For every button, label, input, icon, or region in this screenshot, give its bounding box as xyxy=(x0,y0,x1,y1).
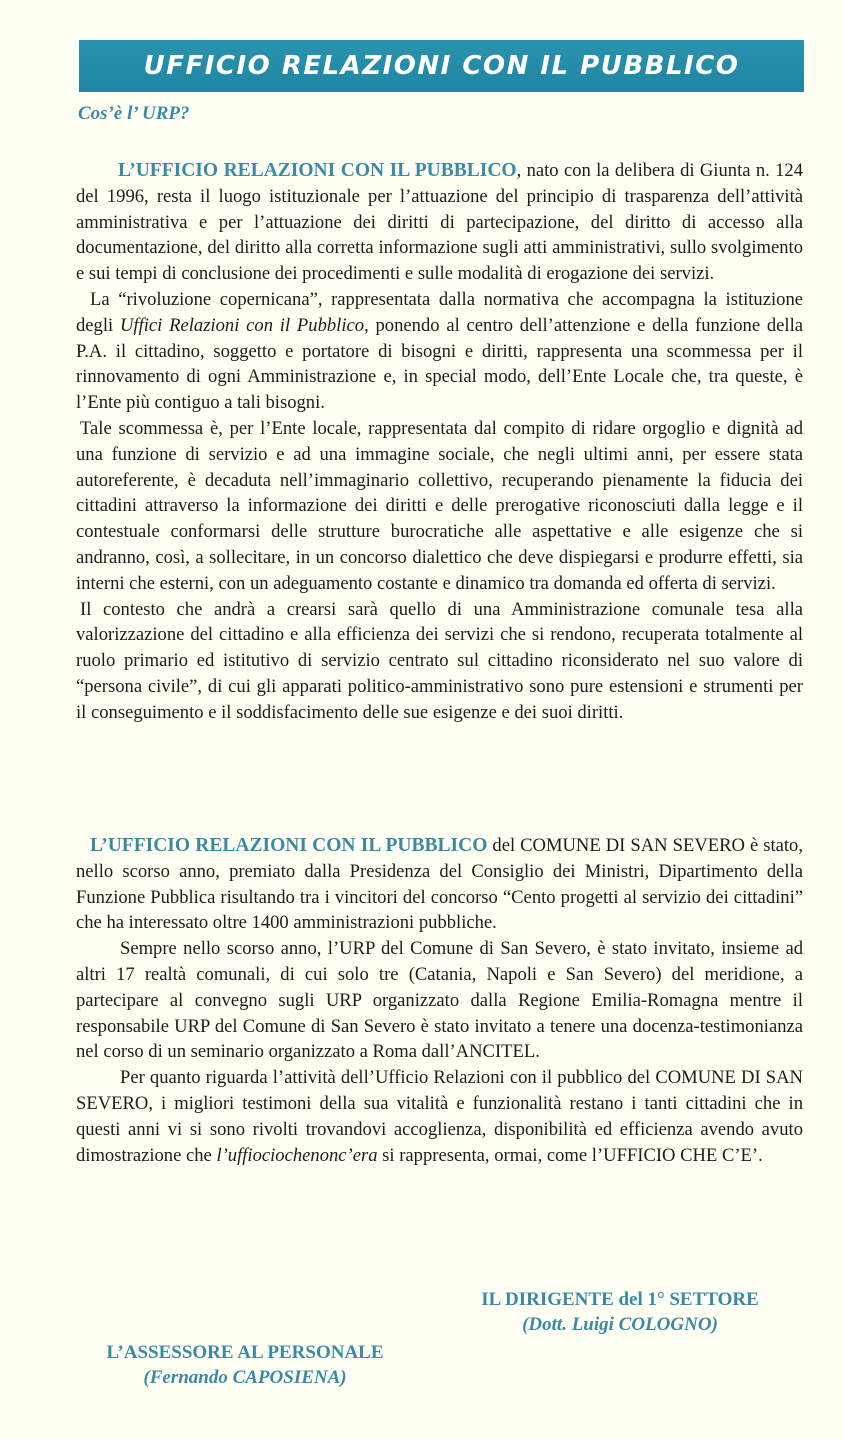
paragraph-text: , nato con la delibera di Giunta n. 124 del 1996, resta il luogo istituzionale per l’attuazione del principio di trasparenza dell’attività amministrativa e per l’attuazione dei diritti di partecipazione, del diritto di accesso alla documentazione, del diritto alla corretta informazione sugli atti amministrativi, sullo svolgimento e sui tempi di conclusione dei procedimenti e sulle modalità di erogazione dei servizi. xyxy=(76,160,803,285)
highlight-text: L’UFFICIO RELAZIONI CON IL PUBBLICO xyxy=(118,160,517,181)
paragraph-text: si rappresenta, ormai, come l’UFFICIO CHE C’E’. xyxy=(377,1144,763,1166)
paragraph-text: , ponendo al centro dell’attenzione e della funzione della P.A. il cittadino, soggetto e portatore di bisogni e diritti, rappresenta una scommessa per il rinnovamento di ogni Amministrazione e, in special modo, dell’Ente Locale che, tra queste, è l’Ente più contiguo a tali bisogni. xyxy=(76,314,804,414)
paragraph xyxy=(76,287,803,416)
page-title: UFFICIO RELAZIONI CON IL PUBBLICO xyxy=(143,51,740,81)
paragraph xyxy=(76,158,803,287)
paragraph: Tale scommessa è, per l’Ente locale, rappresentata dal compito di ridare orgoglio e dignità ad una funzione di servizio e ad una immagine sociale, che negli ultimi anni, per essere stata autoreferente, è decaduta nell’immaginario collettivo, recuperando pienamente la fiducia dei cittadini attraverso la informazione dei diritti e delle prerogative riconosciuti dalla legge e il contestuale conformarsi delle strutture burocratiche alle aspettative e alle esigenze che si andranno, così, a sollecitare, in un concorso dialettico che deve dispiegarsi e produrre effetti, sia interni che esterni, con un adeguamento costante e dinamico tra domanda ed offerta di servizi. xyxy=(76,417,803,594)
paragraph-text: La “rivoluzione copernicana”, rappresentata dalla normativa che accompagna la istituzione degli xyxy=(76,288,803,336)
header-banner xyxy=(79,40,804,92)
paragraph-text: Per quanto riguarda l’attività dell’Ufficio Relazioni con il pubblico del COMUNE DI SAN SEVERO, i migliori testimoni della sua vitalità e funzionalità restano i tanti cittadini che in questi anni vi si sono rivolti trovandovi accoglienza, disponibilità ed efficienza avendo avuto dimostrazione che xyxy=(76,1067,803,1166)
paragraph xyxy=(76,1065,803,1168)
paragraph xyxy=(76,833,803,936)
signature-title: IL DIRIGENTE del 1° SETTORE xyxy=(481,1289,759,1310)
highlight-text: L’UFFICIO RELAZIONI CON IL PUBBLICO xyxy=(90,835,488,856)
paragraph-text: del COMUNE DI SAN SEVERO è stato, nello scorso anno, premiato dalla Presidenza del Consiglio dei Ministri, Dipartimento della Funzione Pubblica risultando tra i vincitori del concorso “Cento progetti al servizio dei cittadini” che ha interessato oltre 1400 amministrazioni pubbliche. xyxy=(76,835,803,934)
paragraph: Sempre nello scorso anno, l’URP del Comune di San Severo, è stato invitato, insieme ad altri 17 realtà comunali, di cui solo tre (Catania, Napoli e San Severo) del meridione, a partecipare al convegno sugli URP organizzato dalla Regione Emilia-Romagna mentre il responsabile URP del Comune di San Severo è stato invitato a tenere una docenza-testimonianza nel corso di un seminario organizzato a Roma dall’ANCITEL. xyxy=(76,938,803,1063)
italic-text: Uffici Relazioni con il Pubblico xyxy=(119,314,365,336)
signature-title: L’ASSESSORE AL PERSONALE xyxy=(106,1342,384,1363)
signature-name: (Dott. Luigi COLOGNO) xyxy=(522,1314,718,1335)
italic-text: l’uffiociochenonc’era xyxy=(216,1144,378,1166)
signature-name: (Fernando CAPOSIENA) xyxy=(143,1367,347,1388)
section-intro xyxy=(76,158,803,726)
signature-dirigente xyxy=(430,1287,810,1337)
paragraph: Il contesto che andrà a crearsi sarà quello di una Amministrazione comunale tesa alla valorizzazione del cittadino e alla efficienza dei servizi che si rendono, recuperata totalmente al ruolo primario ed istitutivo di servizio centrato sul cittadino riconsiderato nel suo valore di “persona civile”, di cui gli apparati politico-amministrativo sono pure estensioni e strumenti per il conseguimento e il soddisfacimento delle sue esigenze e dei suoi diritti. xyxy=(76,598,803,723)
section-awards xyxy=(76,833,803,1168)
section-subtitle: Cos’è l’ URP? xyxy=(78,103,190,124)
signature-assessore xyxy=(60,1340,430,1390)
